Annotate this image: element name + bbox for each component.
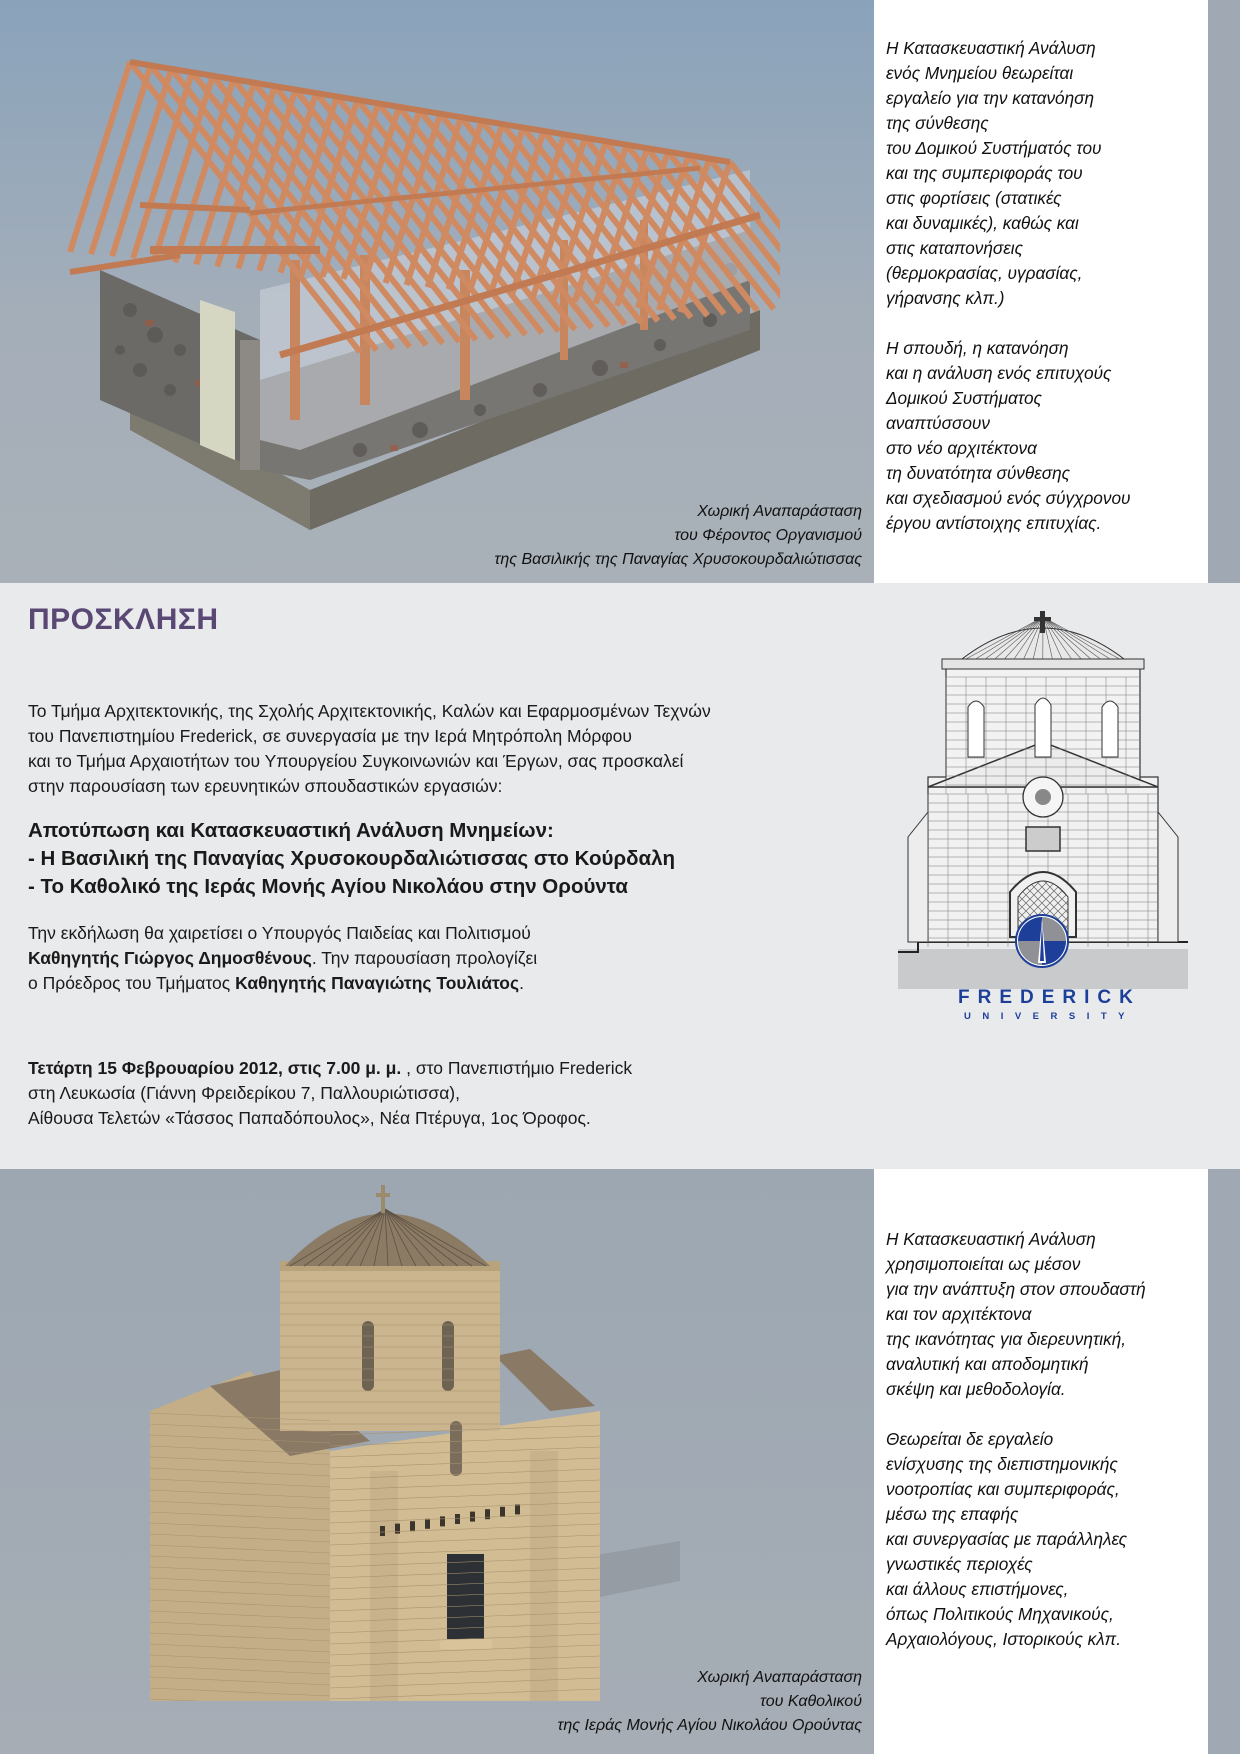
structural-system-text: Η σπουδή, η κατανόηση και η ανάλυση ενός επιτυχούς Δομικού Συστήματος αναπτύσσουν στο νέο αρχιτέκτονα τη δυνατότητα σύνθεσης και σχεδιασμού ενός σύγχρονου έργου αντίστοιχης επιτυχίας. bbox=[886, 338, 1131, 533]
roof-structure-render bbox=[60, 50, 780, 540]
projects-heading: Αποτύπωση και Κατασκευαστική Ανάλυση Μνημείων: bbox=[28, 819, 554, 842]
structural-analysis-text: Η Κατασκευαστική Ανάλυση ενός Μνημείου θεωρείται εργαλείο για την κατανόηση της σύνθεσης του Δομικού Συστήματός του και της συμπεριφοράς του στις φορτίσεις (στατικές και δυναμικές), καθώς και στις καταπονήσεις (θερμοκρασίας, υγρασίας, γήρανσης κλπ.) bbox=[886, 38, 1102, 308]
invitation-title: ΠΡΟΣΚΛΗΣΗ bbox=[28, 603, 219, 636]
project-list bbox=[28, 817, 675, 901]
church-3d-render bbox=[140, 1181, 700, 1701]
right-margin-strip bbox=[1208, 1169, 1240, 1754]
minister-name: Καθηγητής Γιώργος Δημοσθένους bbox=[28, 948, 312, 968]
venue-line: στη Λευκωσία (Γιάννη Φρειδερίκου 7, Παλλουριώτισσα), bbox=[28, 1083, 460, 1103]
project-item: - Το Καθολικό της Ιεράς Μονής Αγίου Νικολάου στην Ορούντα bbox=[28, 875, 628, 898]
bottom-image-caption: Χωρική Αναπαράσταση του Καθολικού της Ιεράς Μονής Αγίου Νικολάου Ορούντας bbox=[557, 1669, 862, 1734]
invitation-section bbox=[0, 583, 1240, 1169]
greeting-line: Την εκδήλωση θα χαιρετίσει ο Υπουργός Παιδείας και Πολιτισμού bbox=[28, 923, 531, 943]
greeting-period: . bbox=[519, 973, 524, 993]
right-margin-strip bbox=[1208, 0, 1240, 583]
greeting-line: ο Πρόεδρος του Τμήματος bbox=[28, 973, 236, 993]
interdisciplinary-text: Θεωρείται δε εργαλείο ενίσχυσης της διεπιστημονικής νοοτροπίας και συμπεριφοράς, μέσω της επαφής και συνεργασίας με παράλληλες γνωστικές περιοχές και άλλους επιστήμονες, όπως Πολιτικούς Μηχανικούς, Αρχαιολόγους, Ιστορικούς κλπ. bbox=[886, 1429, 1127, 1649]
educational-tool-text: Η Κατασκευαστική Ανάλυση χρησιμοποιείται ως μέσον για την ανάπτυξη στον σπουδαστή και τον αρχιτέκτονα της ικανότητας για διερευνητική, αναλυτική και αποδομητική σκέψη και μεθοδολογία. bbox=[886, 1229, 1146, 1399]
greeting-paragraph bbox=[28, 921, 537, 996]
top-image-caption: Χωρική Αναπαράσταση του Φέροντος Οργανισμού της Βασιλικής της Παναγίας Χρυσοκουρδαλιώτισσας bbox=[494, 503, 862, 568]
logo-name: FREDERICK bbox=[958, 987, 1141, 1008]
invitation-intro: Το Τμήμα Αρχιτεκτονικής, της Σχολής Αρχιτεκτονικής, Καλών και Εφαρμοσμένων Τεχνών του Πανεπιστημίου Frederick, σε συνεργασία με την Ιερά Μητρόπολη Μόρφου και το Τμήμα Αρχαιοτήτων του Υπουργείου Συγκοινωνιών και Έργων, σας προσκαλεί στην παρουσίαση των ερευνητικών σπουδαστικών εργασιών: bbox=[28, 701, 711, 796]
venue-line: Αίθουσα Τελετών «Τάσσος Παπαδόπουλος», Νέα Πτέρυγα, 1ος Όροφος. bbox=[28, 1108, 591, 1128]
frederick-university-logo bbox=[950, 913, 1140, 1023]
university-emblem-icon bbox=[1014, 913, 1070, 969]
chair-name: Καθηγητής Παναγιώτης Τουλιάτος bbox=[235, 973, 520, 993]
venue-line: , στο Πανεπιστήμιο Frederick bbox=[401, 1058, 633, 1078]
top-text-card bbox=[874, 0, 1208, 583]
bottom-text-card bbox=[874, 1169, 1208, 1754]
top-section bbox=[0, 0, 1240, 583]
greeting-line: . Την παρουσίαση προλογίζει bbox=[311, 948, 538, 968]
event-datetime: Τετάρτη 15 Φεβρουαρίου 2012, στις 7.00 μ. μ. bbox=[28, 1058, 402, 1078]
project-item: - Η Βασιλική της Παναγίας Χρυσοκουρδαλιώτισσας στο Κούρδαλη bbox=[28, 847, 676, 870]
logo-subtitle: UNIVERSITY bbox=[963, 1011, 1136, 1022]
bottom-section bbox=[0, 1169, 1240, 1754]
venue-paragraph bbox=[28, 1056, 632, 1131]
